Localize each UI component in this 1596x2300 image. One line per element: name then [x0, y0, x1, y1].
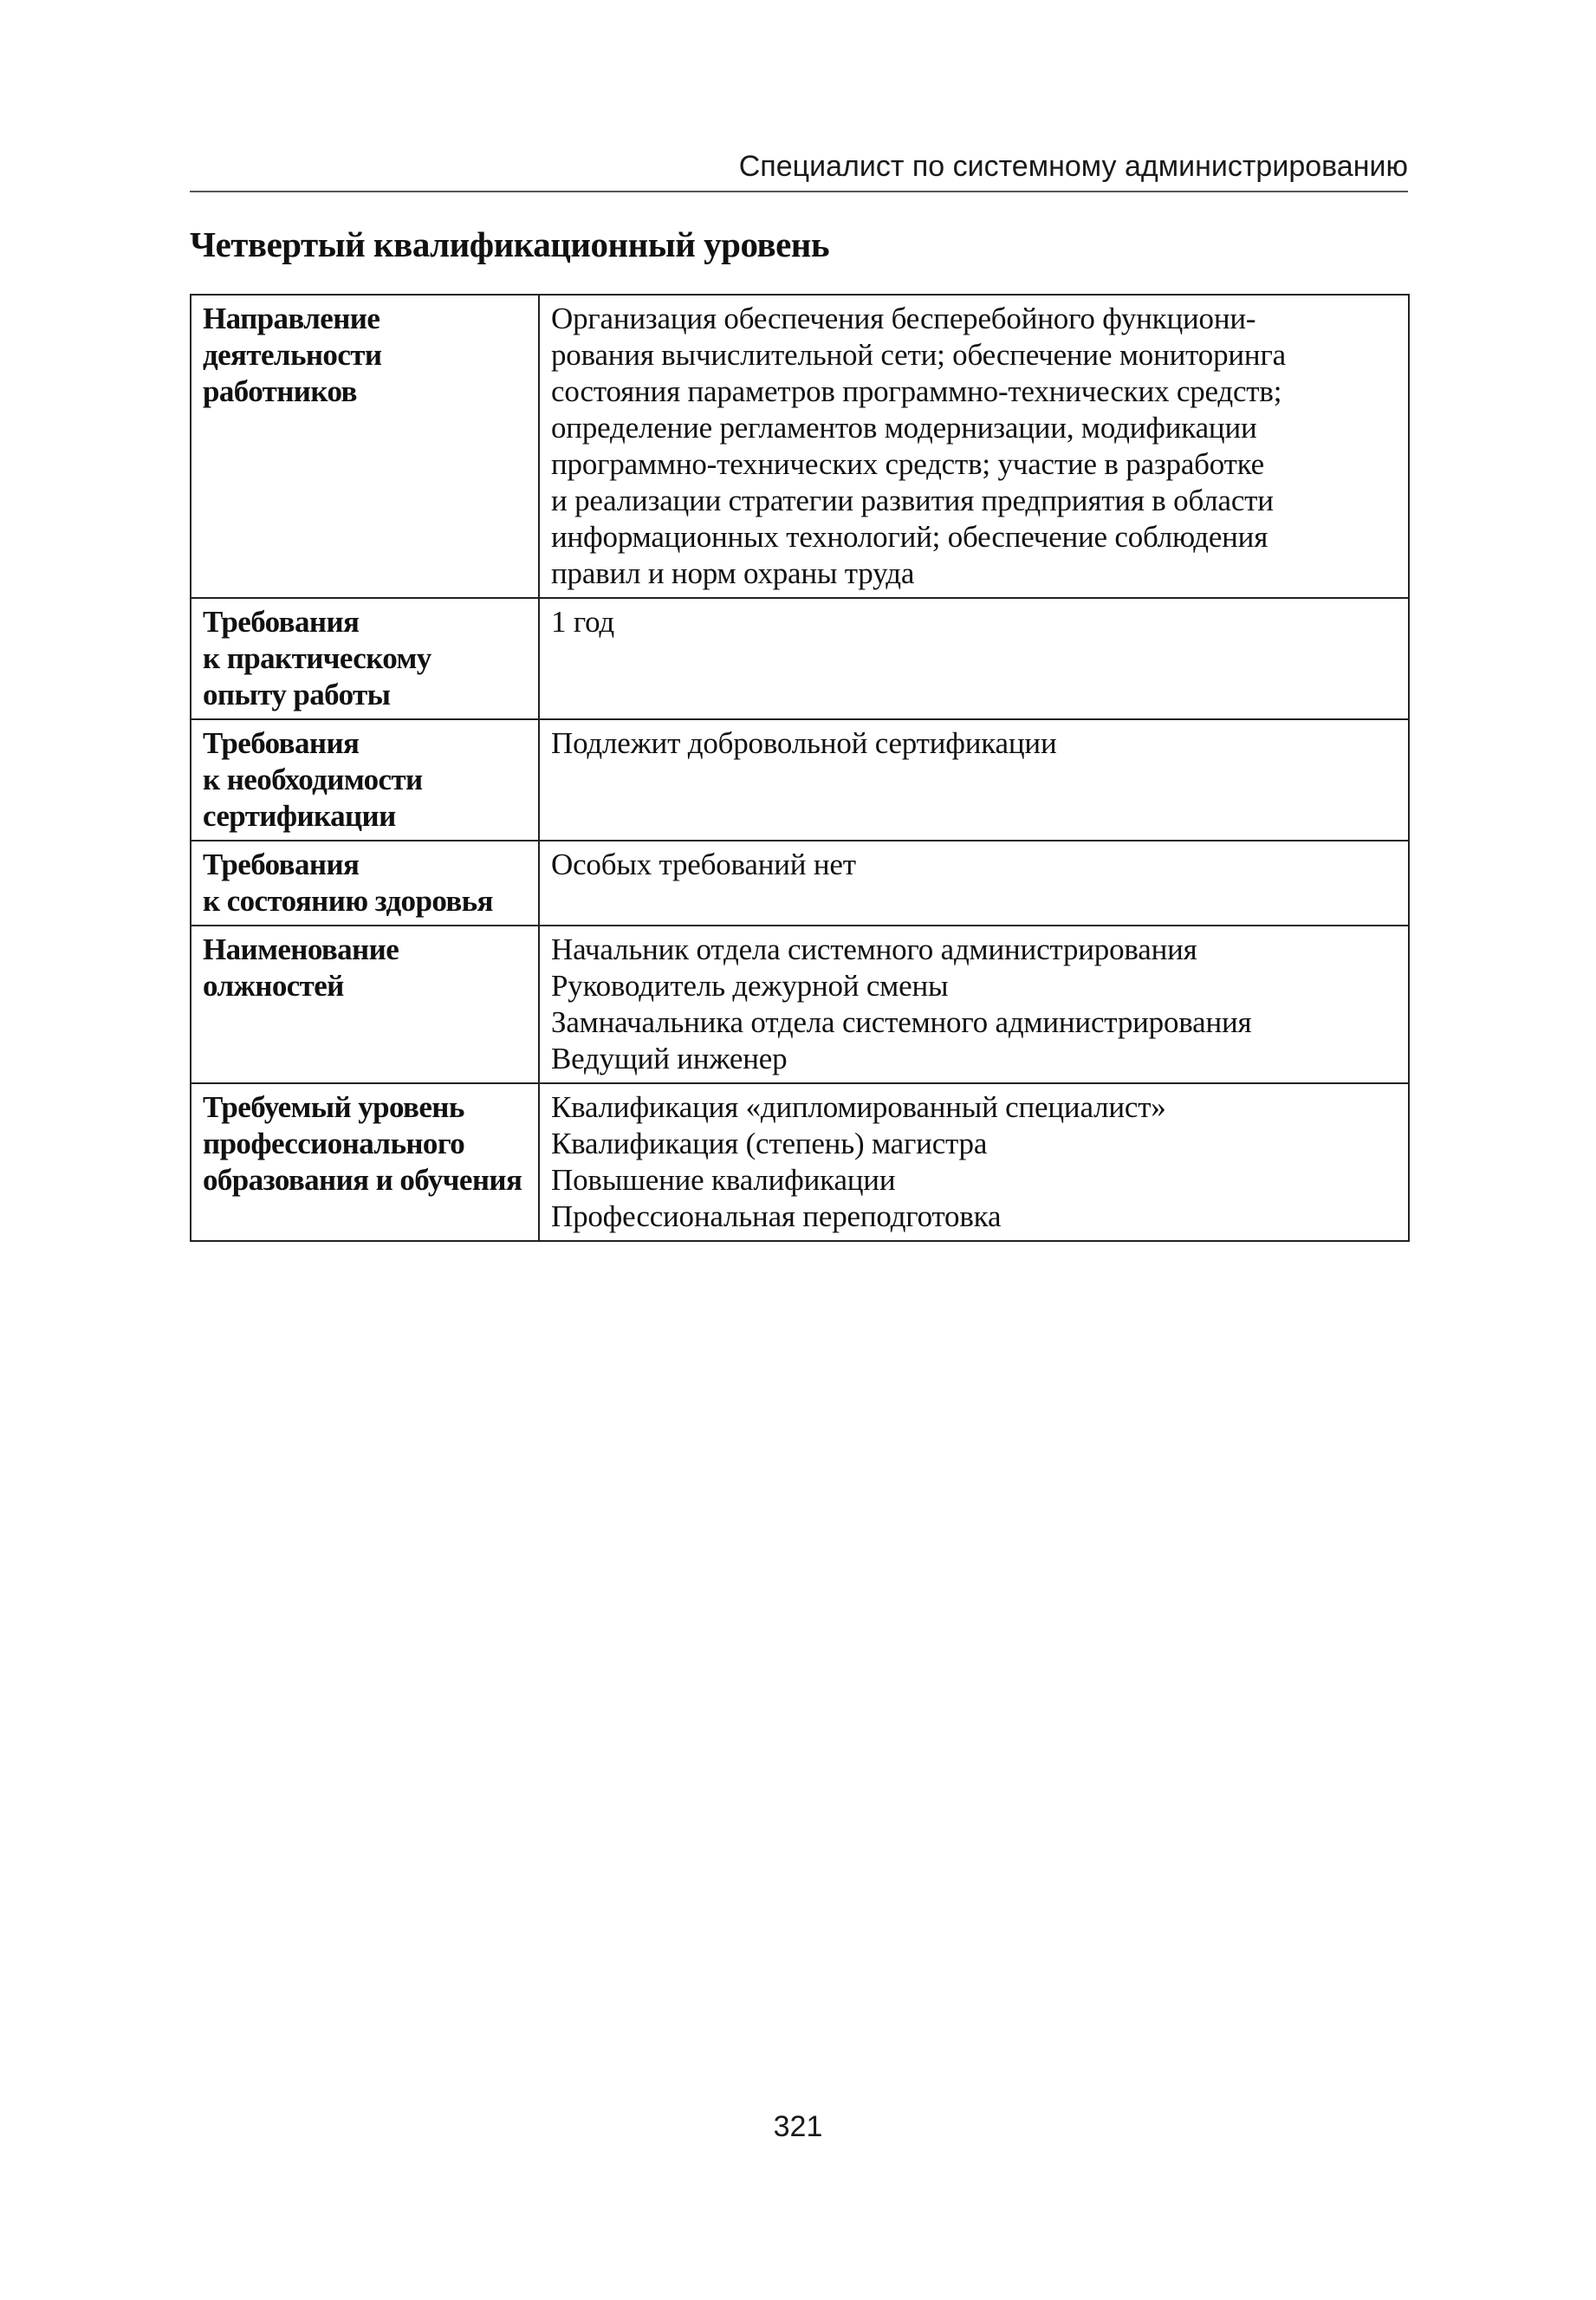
qualification-table: [190, 294, 1410, 1242]
table-row: [191, 926, 1409, 1083]
value-line: Повышение квалификации: [551, 1163, 896, 1197]
running-header: [190, 147, 1408, 192]
table-row: [191, 1083, 1409, 1241]
value-line: Организация обеспечения бесперебойного функциони-: [551, 302, 1256, 335]
row-label: [191, 1083, 539, 1241]
label-line: профессионального: [203, 1127, 465, 1160]
row-label: [191, 719, 539, 841]
row-label: [191, 841, 539, 926]
value-line: рования вычислительной сети; обеспечение мониторинга: [551, 338, 1286, 372]
section-title: Четвертый квалификационный уровень: [190, 224, 830, 264]
value-line: и реализации стратегии развития предприятия в области: [551, 484, 1274, 517]
value-line: Ведущий инженер: [551, 1042, 788, 1075]
row-value: [539, 1083, 1409, 1241]
value-line: правил и норм охраны труда: [551, 556, 915, 590]
row-label: [191, 598, 539, 719]
value-line: Квалификация (степень) магистра: [551, 1127, 988, 1160]
table-row: [191, 719, 1409, 841]
row-label: [191, 295, 539, 598]
label-line: к практическому: [203, 641, 431, 675]
running-header-title: Специалист по системному администрированию: [738, 150, 1408, 183]
value-line: Начальник отдела системного администрирования: [551, 932, 1197, 966]
page-number: 321: [773, 2110, 823, 2143]
row-label: [191, 926, 539, 1083]
row-value: [539, 926, 1409, 1083]
value-line: Подлежит добровольной сертификации: [551, 726, 1057, 760]
row-value: [539, 295, 1409, 598]
table-row: [191, 295, 1409, 598]
value-line: 1 год: [551, 605, 615, 639]
value-line: информационных технологий; обеспечение соблюдения: [551, 520, 1268, 554]
label-line: к состоянию здоровья: [203, 884, 493, 918]
value-line: Руководитель дежурной смены: [551, 969, 949, 1003]
label-line: Наименование: [203, 932, 399, 966]
value-line: Квалификация «дипломированный специалист»: [551, 1090, 1166, 1124]
label-line: Требования: [203, 848, 360, 881]
value-line: Особых требований нет: [551, 848, 856, 881]
value-line: состояния параметров программно-технических средств;: [551, 374, 1282, 408]
label-line: олжностей: [203, 969, 344, 1003]
value-line: программно-технических средств; участие в разработке: [551, 447, 1264, 481]
value-line: Замначальника отдела системного администрирования: [551, 1005, 1252, 1039]
label-line: опыту работы: [203, 678, 391, 711]
table-row: [191, 598, 1409, 719]
label-line: работников: [203, 374, 357, 408]
label-line: сертификации: [203, 799, 396, 833]
table-row: [191, 841, 1409, 926]
label-line: к необходимости: [203, 763, 423, 796]
label-line: Требуемый уровень: [203, 1090, 464, 1124]
value-line: определение регламентов модернизации, модификации: [551, 411, 1257, 445]
row-value: [539, 719, 1409, 841]
label-line: деятельности: [203, 338, 382, 372]
row-value: [539, 598, 1409, 719]
label-line: Требования: [203, 605, 360, 639]
label-line: Направление: [203, 302, 380, 335]
label-line: Требования: [203, 726, 360, 760]
label-line: образования и обучения: [203, 1163, 522, 1197]
value-line: Профессиональная переподготовка: [551, 1199, 1002, 1233]
row-value: [539, 841, 1409, 926]
